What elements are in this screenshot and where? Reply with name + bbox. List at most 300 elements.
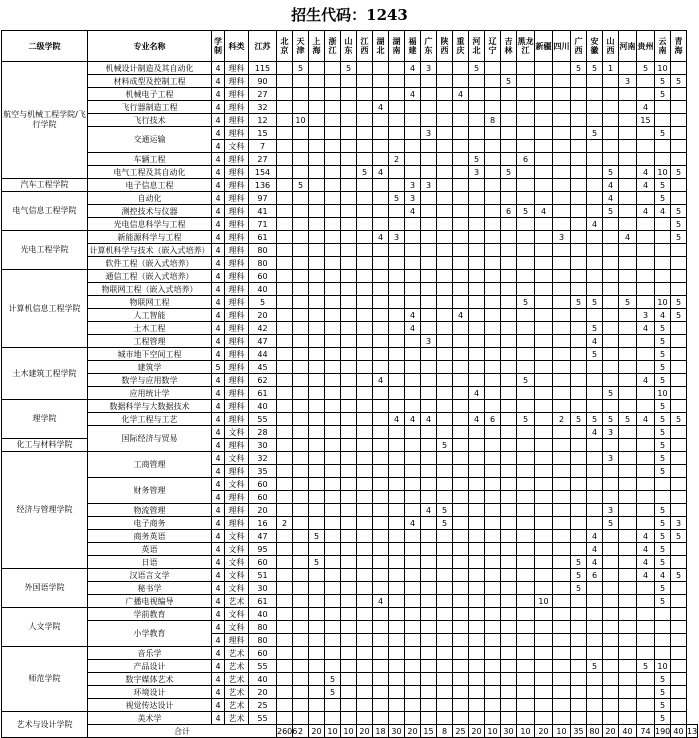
college-name: 师范学院	[2, 647, 88, 712]
province-quota-cell	[571, 153, 587, 166]
province-quota-cell	[619, 322, 637, 335]
jiangsu-quota-cell: 136	[249, 179, 277, 192]
years-cell: 4	[212, 244, 225, 257]
jiangsu-quota-cell: 7	[249, 140, 277, 153]
province-quota-cell	[553, 660, 571, 673]
province-quota-cell	[485, 647, 501, 660]
subject-type-cell: 理科	[225, 374, 249, 387]
column-header: 青海	[671, 31, 687, 62]
province-quota-cell	[453, 296, 469, 309]
table-row	[2, 244, 698, 257]
province-quota-cell	[603, 660, 619, 673]
province-quota-cell: 5	[603, 517, 619, 530]
province-quota-cell	[293, 205, 309, 218]
province-quota-cell	[309, 465, 325, 478]
province-quota-cell	[277, 309, 293, 322]
province-quota-cell	[571, 361, 587, 374]
province-quota-cell	[293, 309, 309, 322]
province-quota-cell	[437, 140, 453, 153]
province-quota-cell	[535, 361, 553, 374]
province-quota-cell: 2	[277, 517, 293, 530]
province-quota-cell	[571, 244, 587, 257]
province-quota-cell	[453, 270, 469, 283]
province-quota-cell	[637, 127, 655, 140]
province-quota-cell	[485, 478, 501, 491]
province-quota-cell	[421, 244, 437, 257]
province-quota-cell	[373, 543, 389, 556]
province-quota-cell	[293, 608, 309, 621]
province-quota-cell: 5	[671, 75, 687, 88]
province-quota-cell	[357, 660, 373, 673]
province-quota-cell	[553, 439, 571, 452]
province-quota-cell	[421, 322, 437, 335]
province-quota-cell	[325, 361, 341, 374]
table-row	[2, 309, 698, 322]
province-quota-cell	[637, 231, 655, 244]
province-quota-cell	[373, 244, 389, 257]
province-quota-cell	[619, 621, 637, 634]
province-quota-cell	[277, 387, 293, 400]
province-quota-cell	[373, 465, 389, 478]
province-quota-cell	[637, 75, 655, 88]
years-cell: 4	[212, 140, 225, 153]
subject-type-cell: 艺术	[225, 712, 249, 725]
years-cell: 4	[212, 556, 225, 569]
province-quota-cell	[341, 556, 357, 569]
province-quota-cell	[437, 283, 453, 296]
province-quota-cell	[671, 712, 687, 725]
province-quota-cell: 3	[603, 426, 619, 439]
province-quota-cell	[485, 374, 501, 387]
province-quota-cell	[325, 582, 341, 595]
province-quota-cell	[517, 686, 535, 699]
province-quota-cell	[309, 257, 325, 270]
province-quota-cell	[357, 270, 373, 283]
province-quota-cell: 6	[501, 205, 517, 218]
years-cell: 4	[212, 465, 225, 478]
table-row	[2, 426, 698, 439]
province-quota-cell	[469, 257, 485, 270]
major-name: 飞行技术	[88, 114, 212, 127]
province-quota-cell	[453, 374, 469, 387]
province-quota-cell	[309, 244, 325, 257]
province-quota-cell	[325, 88, 341, 101]
province-quota-cell	[373, 179, 389, 192]
province-quota-cell	[421, 595, 437, 608]
province-quota-cell	[517, 335, 535, 348]
province-quota-cell	[517, 127, 535, 140]
province-quota-cell	[421, 361, 437, 374]
province-quota-cell	[553, 374, 571, 387]
province-quota-cell	[637, 712, 655, 725]
province-quota-cell	[357, 712, 373, 725]
total-province-cell: 40	[619, 725, 637, 738]
province-quota-cell	[553, 270, 571, 283]
province-quota-cell	[341, 218, 357, 231]
province-quota-cell	[587, 179, 603, 192]
province-quota-cell	[603, 608, 619, 621]
province-quota-cell	[325, 517, 341, 530]
province-quota-cell	[553, 361, 571, 374]
province-quota-cell	[357, 88, 373, 101]
province-quota-cell	[421, 478, 437, 491]
province-quota-cell	[469, 88, 485, 101]
province-quota-cell	[671, 452, 687, 465]
years-cell: 4	[212, 348, 225, 361]
column-header: 辽宁	[485, 31, 501, 62]
total-province-cell: 20	[357, 725, 373, 738]
province-quota-cell	[373, 621, 389, 634]
province-quota-cell: 5	[587, 660, 603, 673]
province-quota-cell	[535, 309, 553, 322]
major-name: 机械电子工程	[88, 88, 212, 101]
province-quota-cell: 5	[619, 296, 637, 309]
province-quota-cell	[517, 712, 535, 725]
province-quota-cell	[571, 439, 587, 452]
province-quota-cell	[437, 192, 453, 205]
province-quota-cell	[501, 452, 517, 465]
province-quota-cell	[325, 699, 341, 712]
province-quota-cell	[437, 595, 453, 608]
total-province-cell: 35	[571, 725, 587, 738]
province-quota-cell	[619, 517, 637, 530]
province-quota-cell	[293, 127, 309, 140]
province-quota-cell: 5	[603, 387, 619, 400]
province-quota-cell	[373, 699, 389, 712]
province-quota-cell	[421, 231, 437, 244]
province-quota-cell	[341, 491, 357, 504]
province-quota-cell	[517, 101, 535, 114]
province-quota-cell	[637, 699, 655, 712]
province-quota-cell	[619, 218, 637, 231]
province-quota-cell	[325, 270, 341, 283]
province-quota-cell	[373, 205, 389, 218]
province-quota-cell	[553, 699, 571, 712]
province-quota-cell	[341, 582, 357, 595]
province-quota-cell: 3	[553, 231, 571, 244]
province-quota-cell	[373, 75, 389, 88]
major-name: 通信工程（嵌入式培养）	[88, 270, 212, 283]
province-quota-cell	[405, 647, 421, 660]
major-name: 国际经济与贸易	[88, 426, 212, 452]
province-quota-cell	[587, 244, 603, 257]
major-name: 飞行器制造工程	[88, 101, 212, 114]
province-quota-cell	[619, 400, 637, 413]
province-quota-cell	[373, 569, 389, 582]
province-quota-cell: 4	[453, 88, 469, 101]
province-quota-cell	[469, 296, 485, 309]
province-quota-cell	[603, 569, 619, 582]
major-name: 广播电视编导	[88, 595, 212, 608]
major-name: 英语	[88, 543, 212, 556]
province-quota-cell	[277, 452, 293, 465]
province-quota-cell	[603, 543, 619, 556]
total-province-cell: 190	[655, 726, 671, 736]
province-quota-cell	[373, 387, 389, 400]
province-quota-cell	[421, 309, 437, 322]
province-quota-cell	[501, 413, 517, 426]
province-quota-cell: 5	[619, 413, 637, 426]
province-quota-cell	[389, 374, 405, 387]
province-quota-cell	[405, 348, 421, 361]
province-quota-cell	[277, 114, 293, 127]
table-row	[2, 296, 698, 309]
province-quota-cell	[325, 101, 341, 114]
province-quota-cell	[421, 673, 437, 686]
province-quota-cell	[437, 244, 453, 257]
years-cell: 4	[212, 634, 225, 647]
province-quota-cell	[535, 647, 553, 660]
subject-type-cell: 艺术	[225, 673, 249, 686]
province-quota-cell	[357, 647, 373, 660]
province-quota-cell: 4	[587, 335, 603, 348]
jiangsu-quota-cell: 60	[249, 647, 277, 660]
province-quota-cell: 3	[421, 127, 437, 140]
province-quota-cell	[501, 647, 517, 660]
province-quota-cell	[501, 400, 517, 413]
province-quota-cell	[309, 673, 325, 686]
province-quota-cell	[341, 660, 357, 673]
province-quota-cell: 4	[637, 556, 655, 569]
table-row	[2, 114, 698, 127]
province-quota-cell	[293, 465, 309, 478]
province-quota-cell	[517, 179, 535, 192]
province-quota-cell: 5	[571, 582, 587, 595]
province-quota-cell	[469, 478, 485, 491]
province-quota-cell	[603, 244, 619, 257]
province-quota-cell	[341, 517, 357, 530]
province-quota-cell: 4	[373, 595, 389, 608]
province-quota-cell	[405, 257, 421, 270]
province-quota-cell	[469, 348, 485, 361]
jiangsu-quota-cell: 95	[249, 543, 277, 556]
column-header: 河北	[469, 31, 485, 62]
province-quota-cell	[389, 257, 405, 270]
province-quota-cell	[469, 517, 485, 530]
years-cell: 4	[212, 426, 225, 439]
province-quota-cell	[587, 504, 603, 517]
subject-type-cell: 理科	[225, 127, 249, 140]
jiangsu-quota-cell: 28	[249, 426, 277, 439]
province-quota-cell	[587, 452, 603, 465]
province-quota-cell	[535, 517, 553, 530]
province-quota-cell	[389, 686, 405, 699]
province-quota-cell	[517, 621, 535, 634]
province-quota-cell	[603, 309, 619, 322]
province-quota-cell: 4	[405, 88, 421, 101]
jiangsu-quota-cell: 45	[249, 361, 277, 374]
province-quota-cell	[485, 101, 501, 114]
total-province-cell: 30	[389, 725, 405, 738]
province-quota-cell: 4	[453, 309, 469, 322]
province-quota-cell	[421, 205, 437, 218]
province-quota-cell	[603, 361, 619, 374]
province-quota-cell	[469, 192, 485, 205]
province-quota-cell	[373, 439, 389, 452]
province-quota-cell	[485, 205, 501, 218]
province-quota-cell	[655, 491, 671, 504]
province-quota-cell	[501, 673, 517, 686]
province-quota-cell	[341, 439, 357, 452]
province-quota-cell	[501, 712, 517, 725]
province-quota-cell	[517, 465, 535, 478]
province-quota-cell	[421, 192, 437, 205]
province-quota-cell	[469, 452, 485, 465]
province-quota-cell	[293, 413, 309, 426]
province-quota-cell	[421, 296, 437, 309]
province-quota-cell	[453, 673, 469, 686]
province-quota-cell	[587, 608, 603, 621]
province-quota-cell	[553, 608, 571, 621]
province-quota-cell	[437, 647, 453, 660]
years-cell: 4	[212, 218, 225, 231]
province-quota-cell	[421, 75, 437, 88]
major-name: 城市地下空间工程	[88, 348, 212, 361]
province-quota-cell	[485, 387, 501, 400]
province-quota-cell	[437, 127, 453, 140]
province-quota-cell	[469, 283, 485, 296]
major-name: 商务英语	[88, 530, 212, 543]
major-name: 计算机科学与技术（嵌入式培养）	[89, 245, 210, 255]
province-quota-cell	[469, 114, 485, 127]
table-row	[2, 400, 698, 413]
province-quota-cell	[571, 660, 587, 673]
province-quota-cell	[357, 400, 373, 413]
major-name: 学前教育	[88, 608, 212, 621]
province-quota-cell	[535, 322, 553, 335]
province-quota-cell	[309, 127, 325, 140]
province-quota-cell	[453, 153, 469, 166]
province-quota-cell: 5	[671, 309, 687, 322]
province-quota-cell	[571, 517, 587, 530]
province-quota-cell	[437, 88, 453, 101]
province-quota-cell	[405, 660, 421, 673]
total-province-cell: 2	[293, 725, 309, 738]
province-quota-cell	[389, 361, 405, 374]
table-row	[2, 517, 698, 530]
province-quota-cell	[421, 88, 437, 101]
province-quota-cell	[405, 439, 421, 452]
province-quota-cell	[571, 270, 587, 283]
province-quota-cell	[293, 296, 309, 309]
province-quota-cell	[421, 101, 437, 114]
province-quota-cell	[553, 517, 571, 530]
province-quota-cell	[357, 465, 373, 478]
major-name: 日语	[88, 556, 212, 569]
province-quota-cell	[293, 322, 309, 335]
province-quota-cell	[277, 530, 293, 543]
province-quota-cell	[553, 179, 571, 192]
province-quota-cell	[671, 426, 687, 439]
province-quota-cell: 2	[389, 153, 405, 166]
subject-type-cell: 文科	[225, 569, 249, 582]
province-quota-cell	[357, 673, 373, 686]
province-quota-cell	[389, 465, 405, 478]
province-quota-cell	[553, 595, 571, 608]
college-name: 人文学院	[2, 608, 88, 647]
province-quota-cell	[277, 621, 293, 634]
province-quota-cell	[309, 179, 325, 192]
subject-type-cell: 文科	[225, 478, 249, 491]
province-quota-cell	[373, 647, 389, 660]
subject-type-cell: 理科	[225, 361, 249, 374]
province-quota-cell	[341, 283, 357, 296]
province-quota-cell	[517, 218, 535, 231]
years-cell: 4	[212, 543, 225, 556]
jiangsu-quota-cell: 20	[249, 309, 277, 322]
province-quota-cell	[437, 452, 453, 465]
province-quota-cell	[501, 543, 517, 556]
province-quota-cell: 3	[603, 504, 619, 517]
province-quota-cell	[405, 686, 421, 699]
province-quota-cell: 4	[637, 205, 655, 218]
province-quota-cell	[309, 595, 325, 608]
province-quota-cell	[671, 244, 687, 257]
province-quota-cell: 4	[421, 413, 437, 426]
province-quota-cell	[309, 504, 325, 517]
province-quota-cell	[325, 322, 341, 335]
province-quota-cell	[655, 114, 671, 127]
province-quota-cell	[553, 153, 571, 166]
province-quota-cell	[325, 335, 341, 348]
province-quota-cell	[357, 179, 373, 192]
column-header: 广西	[571, 31, 587, 62]
province-quota-cell	[655, 608, 671, 621]
province-quota-cell	[571, 686, 587, 699]
province-quota-cell	[501, 504, 517, 517]
province-quota-cell	[553, 426, 571, 439]
province-quota-cell	[373, 270, 389, 283]
province-quota-cell	[603, 699, 619, 712]
province-quota-cell	[389, 582, 405, 595]
province-quota-cell	[405, 387, 421, 400]
years-cell: 4	[212, 647, 225, 660]
province-quota-cell: 5	[655, 504, 671, 517]
province-quota-cell	[453, 348, 469, 361]
province-quota-cell	[485, 608, 501, 621]
province-quota-cell	[277, 556, 293, 569]
province-quota-cell	[655, 647, 671, 660]
province-quota-cell	[437, 634, 453, 647]
province-quota-cell	[535, 114, 553, 127]
province-quota-cell	[309, 270, 325, 283]
province-quota-cell	[277, 699, 293, 712]
province-quota-cell	[277, 218, 293, 231]
province-quota-cell	[587, 439, 603, 452]
province-quota-cell	[277, 374, 293, 387]
province-quota-cell	[293, 569, 309, 582]
province-quota-cell	[587, 361, 603, 374]
province-quota-cell	[619, 88, 637, 101]
province-quota-cell	[453, 166, 469, 179]
province-quota-cell	[421, 543, 437, 556]
province-quota-cell	[453, 452, 469, 465]
province-quota-cell	[535, 244, 553, 257]
table-row	[2, 361, 698, 374]
province-quota-cell	[469, 660, 485, 673]
province-quota-cell	[571, 348, 587, 361]
province-quota-cell: 3	[603, 452, 619, 465]
province-quota-cell	[517, 530, 535, 543]
province-quota-cell	[619, 192, 637, 205]
province-quota-cell	[671, 465, 687, 478]
province-quota-cell	[421, 218, 437, 231]
subject-type-cell: 艺术	[225, 686, 249, 699]
province-quota-cell	[671, 647, 687, 660]
subject-type-cell: 理科	[225, 634, 249, 647]
jiangsu-quota-cell: 154	[249, 166, 277, 179]
province-quota-cell: 5	[655, 127, 671, 140]
